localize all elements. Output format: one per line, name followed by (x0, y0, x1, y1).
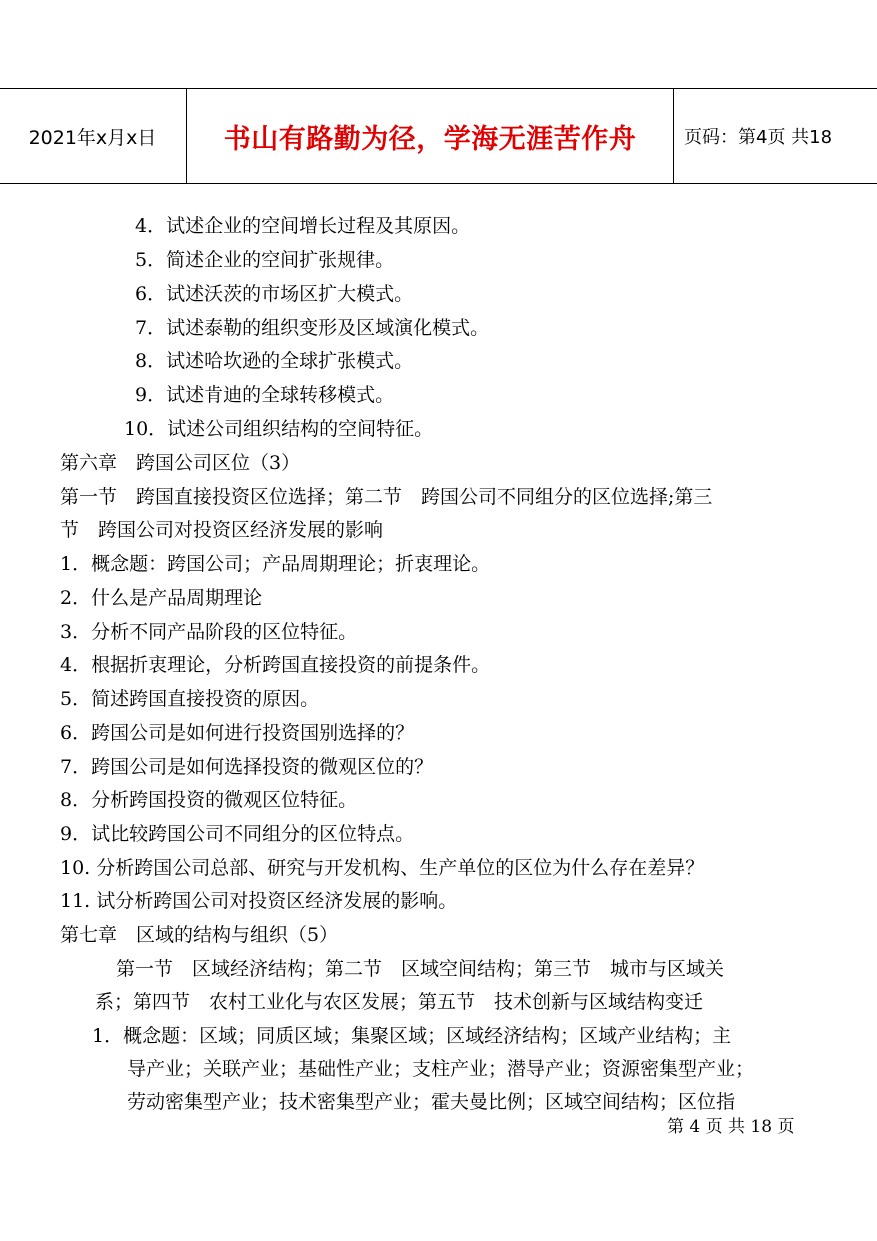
section-list: 节 跨国公司对投资区经济发展的影响 (60, 519, 384, 541)
question-item: 8．试述哈坎逊的全球扩张模式。 (135, 350, 414, 372)
header-motto: 书山有路勤为径，学海无涯苦作舟 (186, 89, 674, 183)
page-header (0, 88, 877, 184)
header-date: 2021年x月x日 (28, 126, 157, 149)
section-list: 系；第四节 农村工业化与农区发展；第五节 技术创新与区域结构变迁 (95, 991, 704, 1013)
question-item: 9．试述肯迪的全球转移模式。 (135, 384, 395, 406)
question-item: 10．试述公司组织结构的空间特征。 (124, 418, 434, 440)
question-item: 4．根据折衷理论，分析跨国直接投资的前提条件。 (60, 654, 491, 676)
question-item: 1．概念题：区域；同质区域；集聚区域；区域经济结构；区域产业结构；主 (92, 1025, 732, 1047)
question-item-continued: 导产业；关联产业；基础性产业；支柱产业；潜导产业；资源密集型产业； (127, 1058, 755, 1080)
question-item: 9．试比较跨国公司不同组分的区位特点。 (60, 823, 415, 845)
page-footer: 第 4 页 共 18 页 (667, 1117, 795, 1137)
question-item-continued: 劳动密集型产业；技术密集型产业；霍夫曼比例；区域空间结构；区位指 (127, 1091, 736, 1113)
section-list: 第一节 跨国直接投资区位选择；第二节 跨国公司不同组分的区位选择;第三 (60, 486, 713, 508)
question-item: 2．什么是产品周期理论 (60, 587, 263, 609)
question-item: 4．试述企业的空间增长过程及其原因。 (135, 215, 471, 237)
question-item: 6．试述沃茨的市场区扩大模式。 (135, 283, 414, 305)
question-item: 5．简述跨国直接投资的原因。 (60, 688, 320, 710)
question-item: 11. 试分析跨国公司对投资区经济发展的影响。 (60, 890, 458, 912)
question-item: 7．试述泰勒的组织变形及区域演化模式。 (135, 317, 490, 339)
chapter-heading: 第七章 区域的结构与组织（5） (60, 924, 339, 946)
question-item: 10. 分析跨国公司总部、研究与开发机构、生产单位的区位为什么存在差异？ (60, 857, 705, 879)
question-item: 8．分析跨国投资的微观区位特征。 (60, 789, 358, 811)
question-item: 3．分析不同产品阶段的区位特征。 (60, 621, 358, 643)
question-item: 7．跨国公司是如何选择投资的微观区位的？ (60, 756, 434, 778)
question-item: 6．跨国公司是如何进行投资国别选择的？ (60, 722, 415, 744)
header-page-number: 页码：第4页 共18 (684, 127, 833, 148)
question-item: 1．概念题：跨国公司；产品周期理论；折衷理论。 (60, 553, 491, 575)
chapter-heading: 第六章 跨国公司区位（3） (60, 452, 301, 474)
question-item: 5．简述企业的空间扩张规律。 (135, 249, 395, 271)
section-list: 第一节 区域经济结构；第二节 区域空间结构；第三节 城市与区域关 (116, 958, 725, 980)
